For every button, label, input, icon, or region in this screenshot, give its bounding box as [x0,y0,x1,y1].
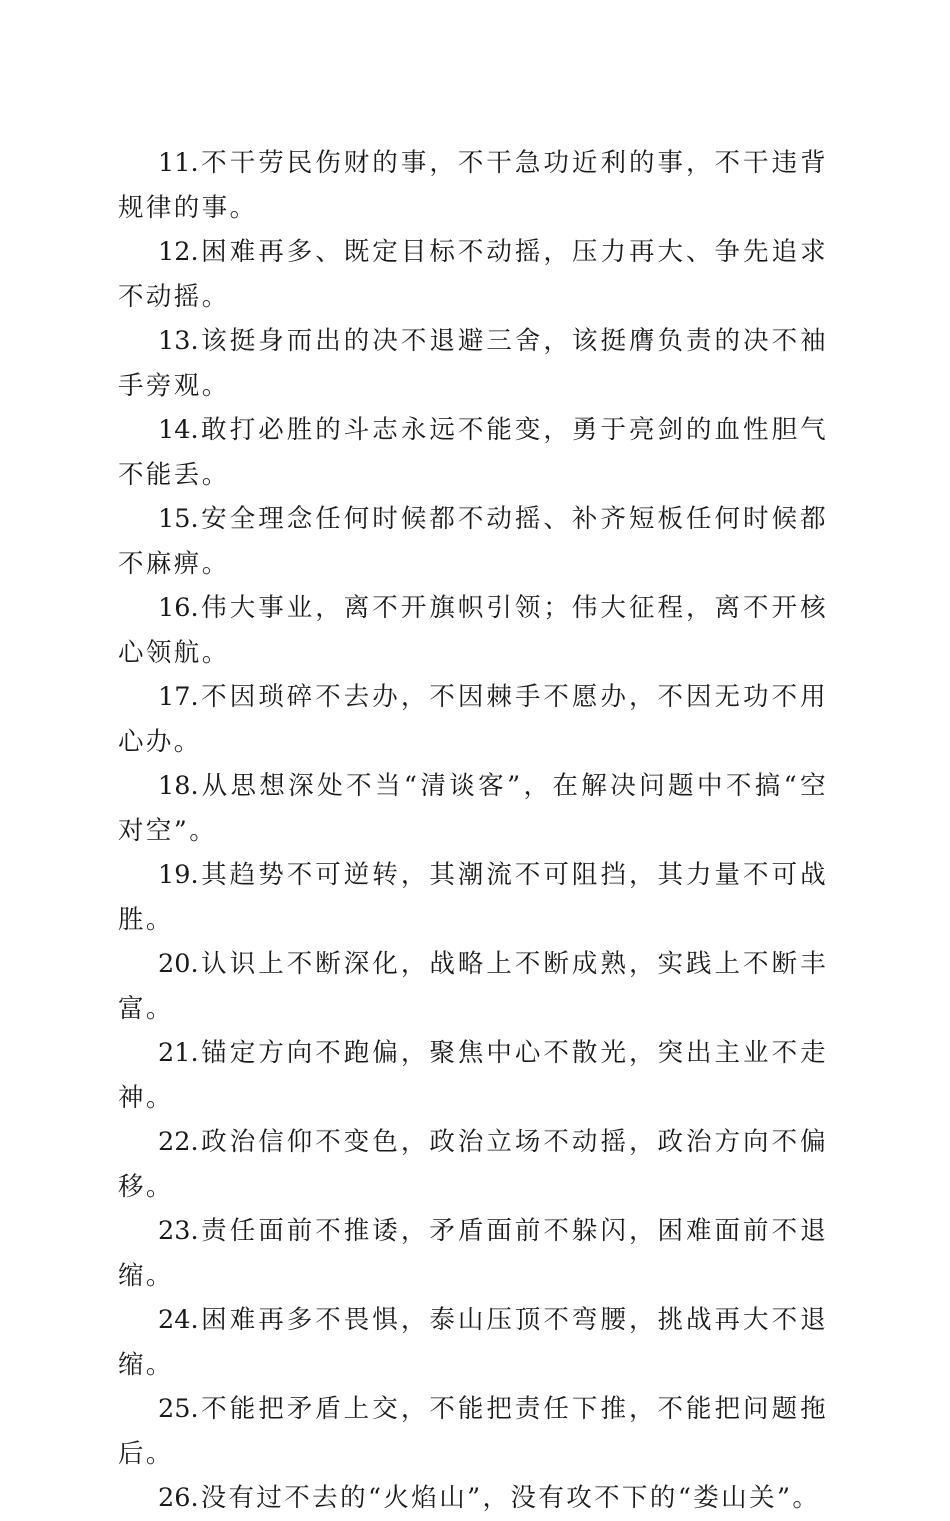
item-number: 15. [158,504,199,534]
item-text: 该挺身而出的决不退避三舍，该挺膺负责的决不袖手旁观。 [118,326,828,401]
item-number: 22. [158,1127,199,1157]
list-item [118,942,828,1031]
item-number: 16. [158,593,199,623]
item-number: 12. [158,237,199,267]
item-number: 25. [158,1394,199,1424]
item-text: 敢打必胜的斗志永远不能变，勇于亮剑的血性胆气不能丢。 [118,415,828,490]
item-text: 没有过不去的“火焰山”，没有攻不下的“娄山关”。 [200,1483,821,1513]
item-number: 11. [158,148,199,178]
list-item [118,586,828,675]
item-number: 14. [158,415,199,445]
item-text: 锚定方向不跑偏，聚焦中心不散光，突出主业不走神。 [118,1038,828,1113]
list-item [118,1209,828,1298]
item-number: 18. [158,771,199,801]
list-item [118,1387,828,1476]
list-item [118,675,828,764]
item-number: 13. [158,326,199,356]
item-number: 23. [158,1216,199,1246]
document-body [118,141,828,1521]
item-text: 政治信仰不变色，政治立场不动摇，政治方向不偏移。 [118,1127,828,1202]
item-number: 26. [158,1483,199,1513]
item-number: 21. [158,1038,199,1068]
list-item [118,230,828,319]
item-number: 20. [158,949,199,979]
list-item [118,319,828,408]
item-text: 从思想深处不当“清谈客”，在解决问题中不搞“空对空”。 [118,771,828,846]
item-text: 其趋势不可逆转，其潮流不可阻挡，其力量不可战胜。 [118,860,828,935]
item-number: 24. [158,1305,199,1335]
item-text: 安全理念任何时候都不动摇、补齐短板任何时候都不麻痹。 [118,504,828,579]
list-item [118,497,828,586]
list-item [118,853,828,942]
item-text: 责任面前不推诿，矛盾面前不躲闪，困难面前不退缩。 [118,1216,828,1291]
list-item [118,1120,828,1209]
item-text: 不能把矛盾上交，不能把责任下推，不能把问题拖后。 [118,1394,828,1469]
item-text: 困难再多不畏惧，泰山压顶不弯腰，挑战再大不退缩。 [118,1305,828,1380]
list-item [118,1031,828,1120]
item-text: 困难再多、既定目标不动摇，压力再大、争先追求不动摇。 [118,237,828,312]
item-number: 19. [158,860,199,890]
item-number: 17. [158,682,199,712]
list-item [118,1298,828,1387]
list-item [118,408,828,497]
item-text: 认识上不断深化，战略上不断成熟，实践上不断丰富。 [118,949,828,1024]
item-text: 伟大事业，离不开旗帜引领；伟大征程，离不开核心领航。 [118,593,828,668]
item-text: 不干劳民伤财的事，不干急功近利的事，不干违背规律的事。 [118,148,828,223]
list-item [118,764,828,853]
list-item [118,1476,828,1521]
item-text: 不因琐碎不去办，不因棘手不愿办，不因无功不用心办。 [118,682,828,757]
list-item [118,141,828,230]
